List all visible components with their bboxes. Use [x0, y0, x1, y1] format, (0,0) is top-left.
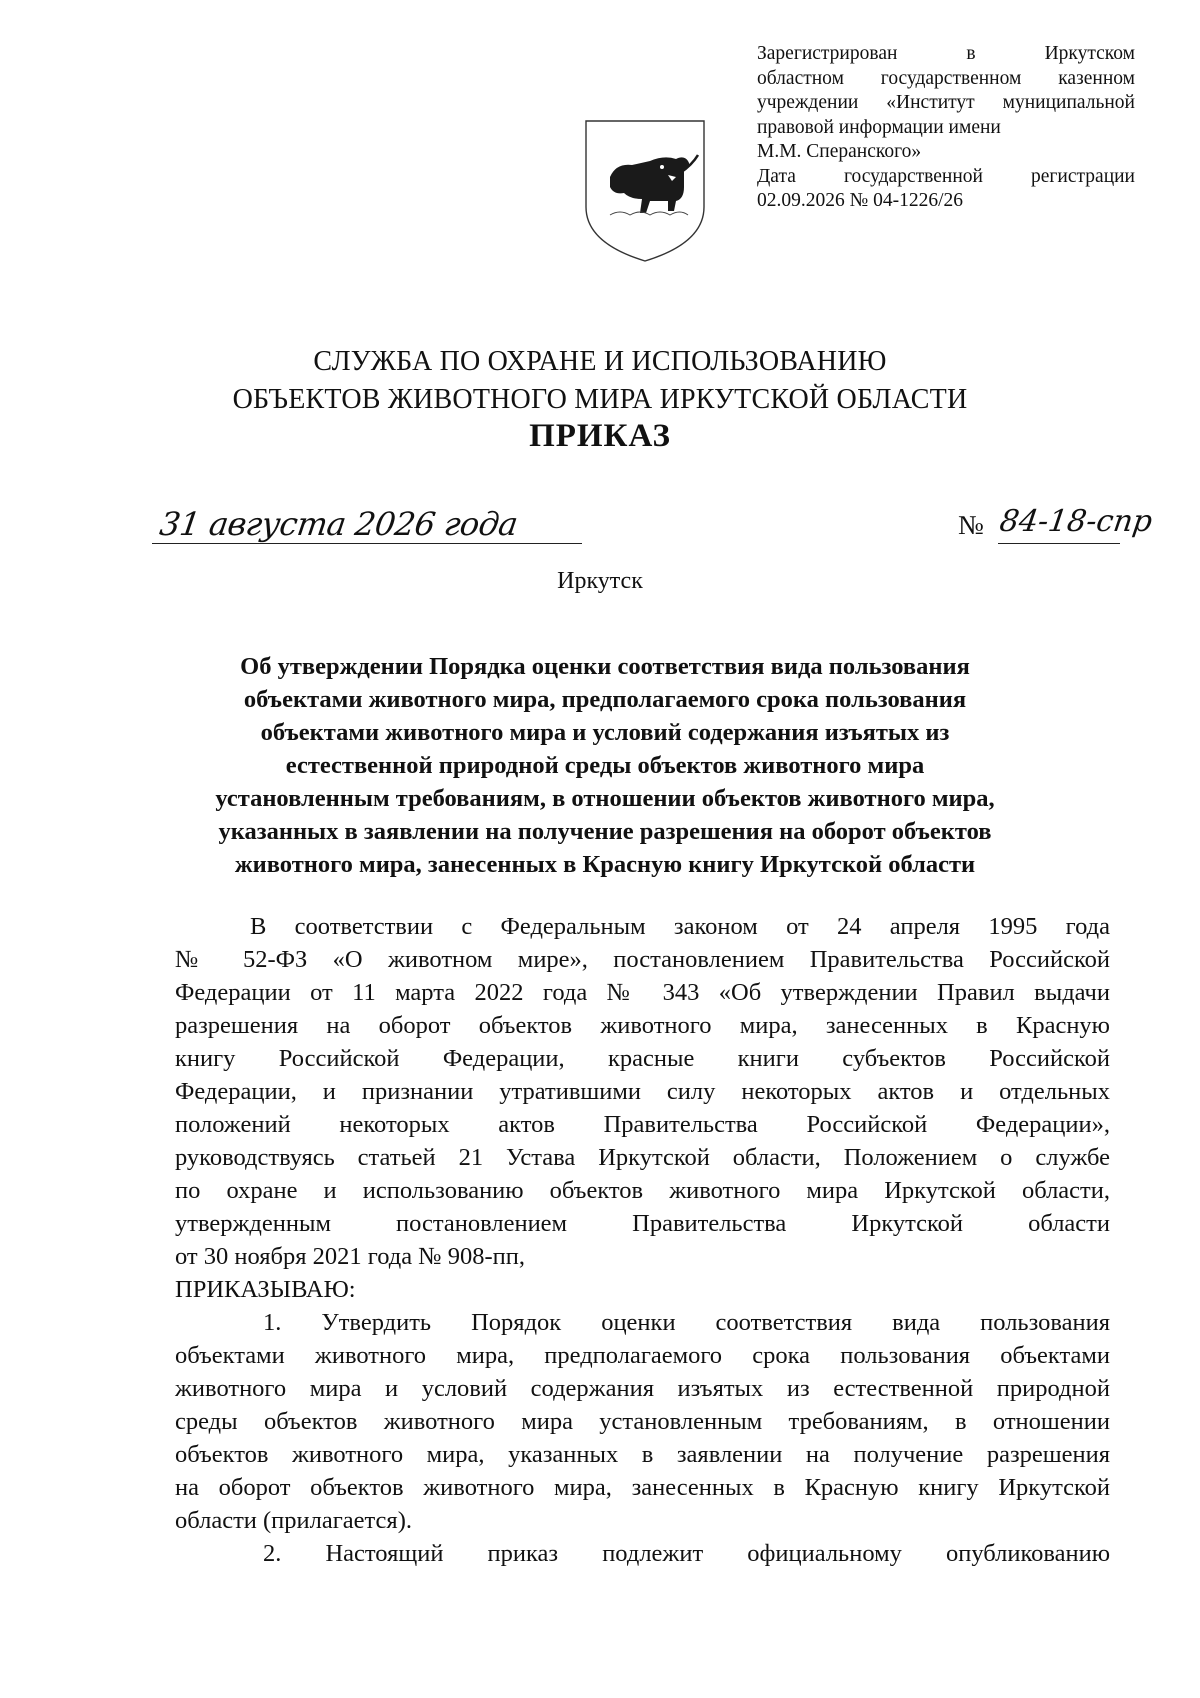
- title-line: указанных в заявлении на получение разрешения на оборот объектов: [218, 818, 992, 845]
- title-line: естественной природной среды объектов животного мира: [285, 752, 925, 779]
- title-line: установленным требованиям, в отношении объектов животного мира,: [215, 785, 995, 812]
- number-sign: №: [958, 510, 984, 540]
- body-line: объектов животного мира, указанных в заявлении на получение разрешения: [175, 1441, 1110, 1468]
- body-line: руководствуясь статьей 21 Устава Иркутской области, Положением о службе: [175, 1144, 1110, 1171]
- body-line: на оборот объектов животного мира, занесенных в Красную книгу Иркутской: [175, 1474, 1110, 1501]
- order-title: [180, 650, 1030, 881]
- title-line: животного мира, занесенных в Красную книгу Иркутской области: [234, 851, 976, 878]
- registration-line: Зарегистрирован в Иркутском: [757, 43, 1135, 64]
- title-line: объектами животного мира, предполагаемого срока пользования: [243, 686, 967, 713]
- title-line: объектами животного мира и условий содержания изъятых из: [260, 719, 950, 746]
- registration-line: правовой информации имени: [757, 116, 1001, 138]
- registration-line: Дата государственной регистрации: [757, 165, 1135, 187]
- number-underline: [998, 543, 1120, 544]
- order-number: 84-18-спр: [997, 504, 1155, 539]
- registration-stamp: [757, 42, 1135, 214]
- irkutsk-coat-of-arms-icon: [580, 115, 710, 265]
- title-line: Об утверждении Порядка оценки соответствия вида пользования: [240, 653, 970, 680]
- order-date: 31 августа 2026 года: [157, 505, 520, 543]
- agency-line: ОБЪЕКТОВ ЖИВОТНОГО МИРА ИРКУТСКОЙ ОБЛАСТИ: [232, 384, 968, 415]
- body-line: животного мира и условий содержания изъятых из естественной природной: [175, 1375, 1110, 1402]
- body-line: 1. Утвердить Порядок оценки соответствия вида пользования: [263, 1309, 1110, 1336]
- registration-line: учреждении «Институт муниципальной: [757, 92, 1135, 113]
- body-line: № 52-ФЗ «О животном мире», постановлением Правительства Российской: [175, 946, 1110, 973]
- date-underline: [152, 543, 582, 544]
- document-type: ПРИКАЗ: [529, 418, 671, 454]
- body-line: книгу Российской Федерации, красные книги субъектов Российской: [175, 1045, 1110, 1072]
- body-line: В соответствии с Федеральным законом от 24 апреля 1995 года: [250, 913, 1110, 940]
- agency-name: [0, 343, 1200, 419]
- body-line: 2. Настоящий приказ подлежит официальному опубликованию: [263, 1540, 1110, 1567]
- body-line: Федерации от 11 марта 2022 года № 343 «Об утверждении Правил выдачи: [175, 979, 1110, 1006]
- agency-line: СЛУЖБА ПО ОХРАНЕ И ИСПОЛЬЗОВАНИЮ: [313, 346, 887, 377]
- registration-line: областном государственном казенном: [757, 67, 1135, 89]
- body-line: положений некоторых актов Правительства Российской Федерации»,: [175, 1111, 1110, 1138]
- registration-line: 02.09.2026 № 04-1226/26: [757, 190, 964, 211]
- body-line: объектами животного мира, предполагаемого срока пользования объектами: [175, 1342, 1110, 1369]
- body-line: от 30 ноября 2021 года № 908-пп,: [175, 1243, 525, 1270]
- body-line: по охране и использованию объектов животного мира Иркутской области,: [175, 1177, 1110, 1204]
- order-body: [175, 910, 1110, 1570]
- city: Иркутск: [557, 568, 643, 594]
- body-line: области (прилагается).: [175, 1507, 412, 1534]
- body-line: разрешения на оборот объектов животного мира, занесенных в Красную: [175, 1012, 1110, 1039]
- body-line: Федерации, и признании утратившими силу некоторых актов и отдельных: [175, 1078, 1110, 1105]
- body-line: ПРИКАЗЫВАЮ:: [175, 1276, 356, 1303]
- registration-line: М.М. Сперанского»: [757, 141, 922, 162]
- body-line: утвержденным постановлением Правительства Иркутской области: [175, 1210, 1110, 1237]
- body-line: среды объектов животного мира установленным требованиям, в отношении: [175, 1408, 1110, 1435]
